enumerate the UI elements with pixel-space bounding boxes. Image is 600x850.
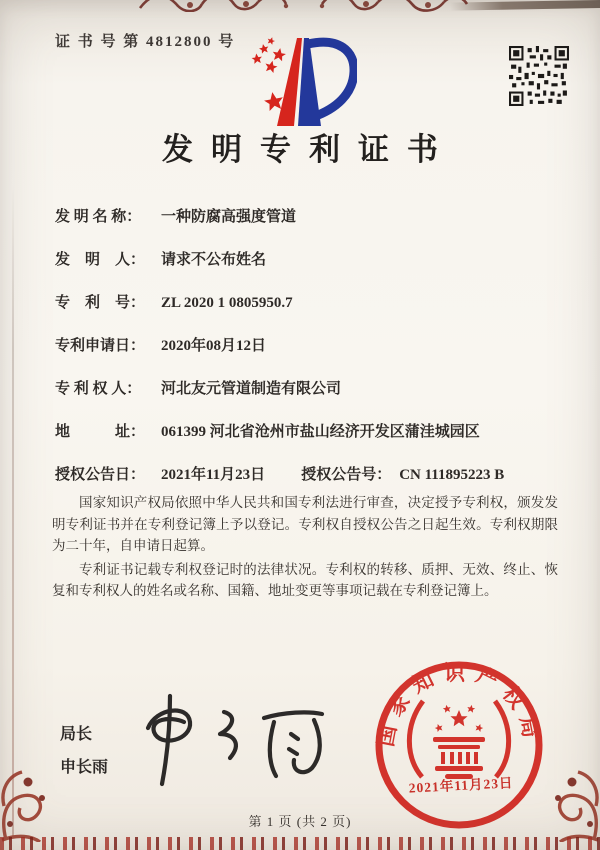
bottom-right-ornament <box>532 754 600 842</box>
national-emblem-icon <box>409 701 508 779</box>
field-label: 授权公告日： <box>55 467 146 483</box>
field-row-invention-name <box>55 207 575 228</box>
seal-arc-text: 国家知识产权局 <box>373 660 545 749</box>
field-value: 河北友元管道制造有限公司 <box>161 381 342 397</box>
field-row-grant <box>55 465 575 486</box>
cnipa-official-seal <box>371 657 547 833</box>
field-label: 地 址： <box>55 424 146 440</box>
field-value: 一种防腐高强度管道 <box>161 209 297 225</box>
field-pair-grant-number <box>301 465 504 486</box>
seal-date: 2021年11月23日 <box>408 775 514 796</box>
field-label: 专利申请日： <box>55 338 146 354</box>
field-label: 授权公告号： <box>301 467 392 483</box>
field-value: 2020年08月12日 <box>161 338 267 354</box>
handwritten-signature <box>126 686 338 791</box>
field-row-patentee <box>55 379 575 400</box>
field-value: 061399 河北省沧州市盐山经济开发区蒲洼城园区 <box>161 424 480 440</box>
legal-paragraph-1: 国家知识产权局依照中华人民共和国专利法进行审查，决定授予专利权，颁发发明专利证书并在专利登记簿上予以登记。专利权自授权公告之日起生效。专利权期限为二十年，自申请日起算。 <box>52 495 558 553</box>
legal-paragraph-2: 专利证书记载专利权登记时的法律状况。专利权的转移、质押、无效、终止、恢复和专利权人的姓名或名称、国籍、地址变更等事项记载在专利登记簿上。 <box>52 561 558 598</box>
certificate-title: 发明专利证书 <box>162 132 456 167</box>
field-label: 专 利 号： <box>55 295 146 311</box>
officer-title: 局长 <box>60 726 93 743</box>
field-value: 2021年11月23日 <box>161 467 266 483</box>
legal-text <box>52 492 558 604</box>
field-row-address <box>55 422 575 443</box>
patent-fields <box>55 207 575 508</box>
bottom-fringe-border <box>0 837 600 850</box>
field-row-inventor <box>55 250 575 271</box>
top-ornament-border <box>136 0 470 12</box>
field-label: 专 利 权 人： <box>55 381 142 397</box>
bottom-left-ornament <box>0 754 68 842</box>
field-row-filing-date <box>55 336 575 357</box>
field-value: CN 111895223 B <box>399 467 505 483</box>
cnipa-logo-icon <box>251 36 357 128</box>
field-value: 请求不公布姓名 <box>161 252 267 268</box>
field-label: 发 明 人： <box>55 252 146 268</box>
svg-text:国家知识产权局 <box>373 661 544 749</box>
paper-fold-line <box>12 185 14 836</box>
qr-code <box>508 46 570 106</box>
photo-edge-strip <box>450 0 600 11</box>
officer-name: 申长雨 <box>60 759 109 776</box>
field-row-patent-number <box>55 293 575 314</box>
field-value: ZL 2020 1 0805950.7 <box>161 295 293 311</box>
page-number: 第 1 页 (共 2 页) <box>248 814 352 829</box>
field-label: 发 明 名 称： <box>55 209 142 225</box>
certificate-number: 证 书 号 第 4812800 号 <box>55 34 236 50</box>
